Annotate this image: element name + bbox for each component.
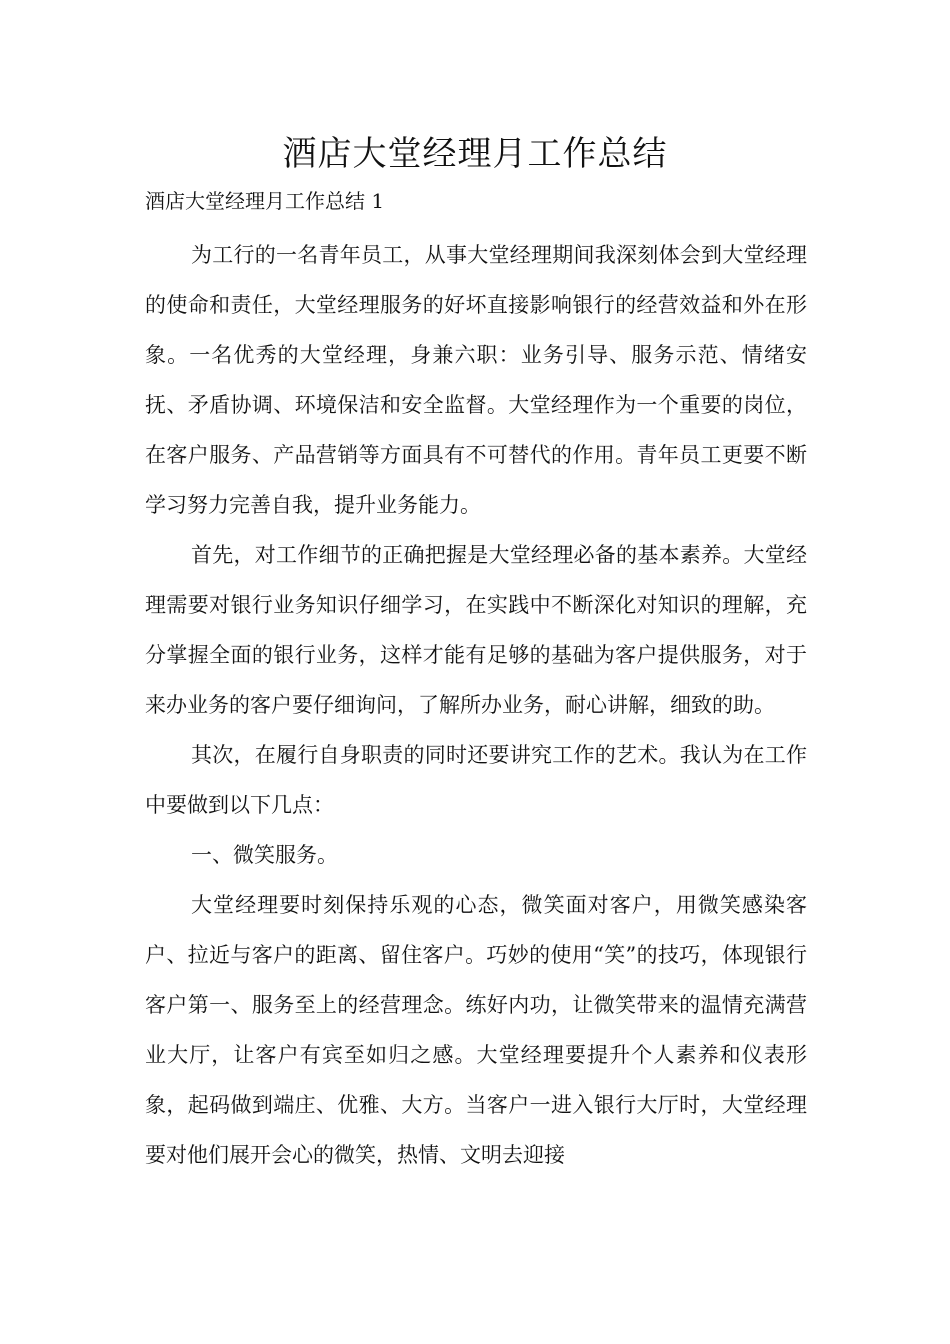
section-heading-smile-service: 一、微笑服务。 [191,843,338,867]
paragraph-intro: 为工行的一名青年员工，从事大堂经理期间我深刻体会到大堂经理的使命和责任，大堂经理服务的好坏直接影响银行的经营效益和外在形象。一名优秀的大堂经理，身兼六职：业务引导、服务示范、情绪安抚、矛盾协调、环境保洁和安全监督。大堂经理作为一个重要的岗位，在客户服务、产品营销等方面具有不可替代的作用。青年员工更要不断学习努力完善自我，提升业务能力。 [145,243,807,517]
paragraph-smile-service: 大堂经理要时刻保持乐观的心态，微笑面对客户，用微笑感染客户、拉近与客户的距离、留住客户。巧妙的使用“笑”的技巧，体现银行客户第一、服务至上的经营理念。练好内功，让微笑带来的温情充满营业大厅，让客户有宾至如归之感。大堂经理要提升个人素养和仪表形象，起码做到端庄、优雅、大方。当客户一进入银行大厅时，大堂经理要对他们展开会心的微笑，热情、文明去迎接 [145,893,807,1167]
page-title: 酒店大堂经理月工作总结 [282,134,668,174]
document-body [145,230,807,1180]
paragraph-first: 首先，对工作细节的正确把握是大堂经理必备的基本素养。大堂经理需要对银行业务知识仔细学习，在实践中不断深化对知识的理解，充分掌握全面的银行业务，这样才能有足够的基础为客户提供服务，对于来办业务的客户要仔细询问，了解所办业务，耐心讲解，细致的助。 [145,543,807,717]
paragraph-second: 其次，在履行自身职责的同时还要讲究工作的艺术。我认为在工作中要做到以下几点： [145,743,807,817]
document-subtitle: 酒店大堂经理月工作总结 1 [145,189,385,213]
